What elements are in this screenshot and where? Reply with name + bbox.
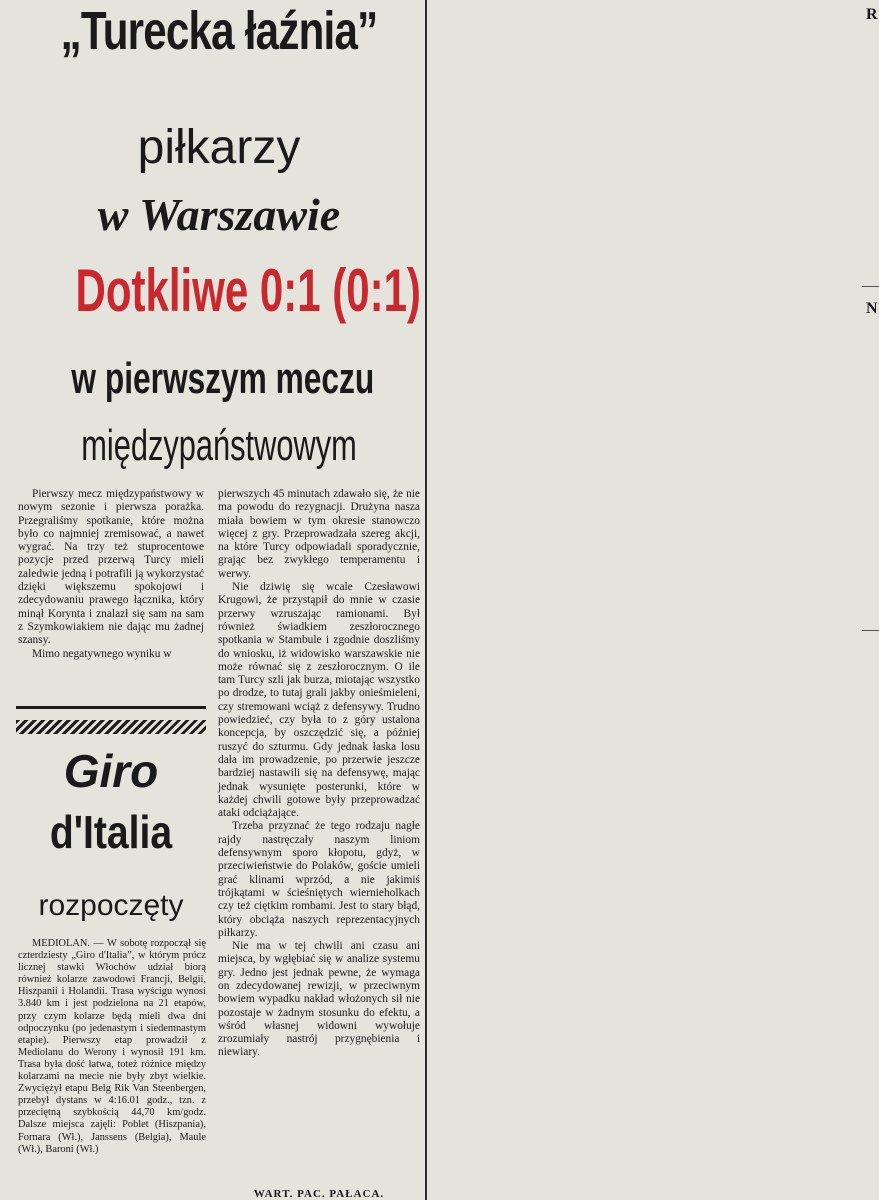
headline-line-1: „Turecka łaźnia” <box>60 1 378 61</box>
headline-line-5: w pierwszym meczu <box>71 354 375 403</box>
article-paragraph: Trzeba przyznać że tego rodzaju nagłe rajdy nastręczały naszym liniom defensywnym sporo kłopotu, gdyż, w przeciwieństwie do Polaków, goście umieli grać klinami wprzód, a nie jakimiś trójkątami w ścieśniętych wiernieholkach czy też ciętkim rombami. Jest to stary błąd, który obciąża naszych reprezentacyjnych piłkarzy. <box>218 820 420 939</box>
headline-line-6: międzypaństwowym <box>81 421 357 470</box>
column-rule <box>425 0 427 1200</box>
adjacent-column-edge <box>430 0 878 1200</box>
article-paragraph: Nie dziwię się wcale Czesławowi Krugowi, że przystąpił do mnie w czasie przerwy wzruszając ramionami. Był również świadkiem zeszłorocznego spotkania w Stambule i zgodnie doszliśmy do wniosku, iż widowisko warszawskie nie może równać się z zeszłorocznym. O ile tam Turcy szli jak burza, miotając wszystko po drodze, to tutaj grali jakby onieśmieleni, czy stremowani wciąż z defensywy. Trudno powiedzieć, czy była to z góry ustalona koncepcja, by oszczędzić się, a później ruszyć do szturmu. Gdy jednak łaska losu dała im prowadzenie, po przerwie jeszcze bardziej nastawili się na defensywę, mając jednak wysunięte posterunki, które w każdej chwili gotowe były przeprowadzać ataki odciążające. <box>218 581 420 820</box>
adjacent-rule <box>862 286 879 287</box>
giro-paragraph: MEDIOLAN. — W sobotę rozpoczął się czterdziesty „Giro d'Italia”, w którym prócz licznej stawki Włochów udział biorą również kolarze zawodowi Francji, Belgii, Hiszpanii i Holandii. Trasa wyścigu wynosi 3.840 km i jest podzielona na 21 etapów, przy czym kolarze będą mieli dwa dni odpoczynku (po jedenastym i siedemnastym etapie). Pierwszy etap prowadził z Mediolanu do Werony i wynosił 191 km. Trasa była dość łatwa, toteż różnice między kolarzami na mecie nie były zbyt wielkie. Zwyciężył etapu Belg Rik Van Steenbergen, przebył dystans w 4:16.01 godz., tzn. z przeciętną szybkością 44,70 km/godz. Dalsze miejsca zajęli: Poblet (Hiszpania), Fornara (Wł.), Janssens (Belgia), Maule (Wł.), Baroni (Wł.) <box>18 938 206 1155</box>
article-paragraph: pierwszych 45 minutach zdawało się, że nie ma powodu do rezygnacji. Drużyna nasza miała bowiem w tym okresie stanowczo więcej z gry. Przeprowadzała szereg akcji, na które Turcy odpowiadali sporadycznie, grając bez zwykłego temperamentu i werwy. <box>218 488 420 580</box>
headline-line-2: piłkarzy <box>137 121 301 174</box>
article-column-1 <box>18 488 204 661</box>
article-signature: WART. PAC. PAŁACA. <box>253 1188 385 1200</box>
article-column-2 <box>218 488 420 1060</box>
section-divider <box>16 706 206 709</box>
adjacent-rule <box>862 630 879 631</box>
article-paragraph: Pierwszy mecz międzypaństwowy w nowym sezonie i pierwsza porażka. Przegraliśmy spotkanie, które można było co najmniej zremisować, a nawet wygrać. Na trzy też stuprocentowe pozycje przed przerwą Turcy mieli zaledwie jedną i potrafili ją wykorzystać dzięki większemu spokojowi i zdecydowaniu prawego łącznika, który minął Korynta i znalazł się sam na sam z Szymkowiakiem nie dając mu żadnej szansy. <box>18 488 204 647</box>
article-paragraph: Mimo negatywnego wyniku w <box>32 647 172 660</box>
giro-title-2: d'Italia <box>49 806 173 858</box>
headline-score: Dotkliwe 0:1 (0:1) <box>75 257 421 324</box>
headline-line-3: w Warszawie <box>97 189 341 240</box>
giro-title-1: Giro <box>63 745 159 797</box>
giro-title-3: rozpoczęty <box>38 889 184 922</box>
giro-article-body <box>18 938 206 1156</box>
adjacent-letter-r: R <box>866 6 878 23</box>
article-paragraph: Nie ma w tej chwili ani czasu ani miejsca, by wgłębiać się w analize systemu gry. Jedno jest jednak pewne, że wymaga on zdecydowanej rewizji, w przeciwnym bowiem wypadku nakład włożonych sił nie pozostaje w żadnym stosunku do efektu, a wśród własnej widowni wywołuje zrozumiały nastrój przygnębienia i niewiary. <box>218 940 420 1059</box>
adjacent-letter-n: N <box>866 300 878 317</box>
hatched-divider <box>16 720 206 734</box>
